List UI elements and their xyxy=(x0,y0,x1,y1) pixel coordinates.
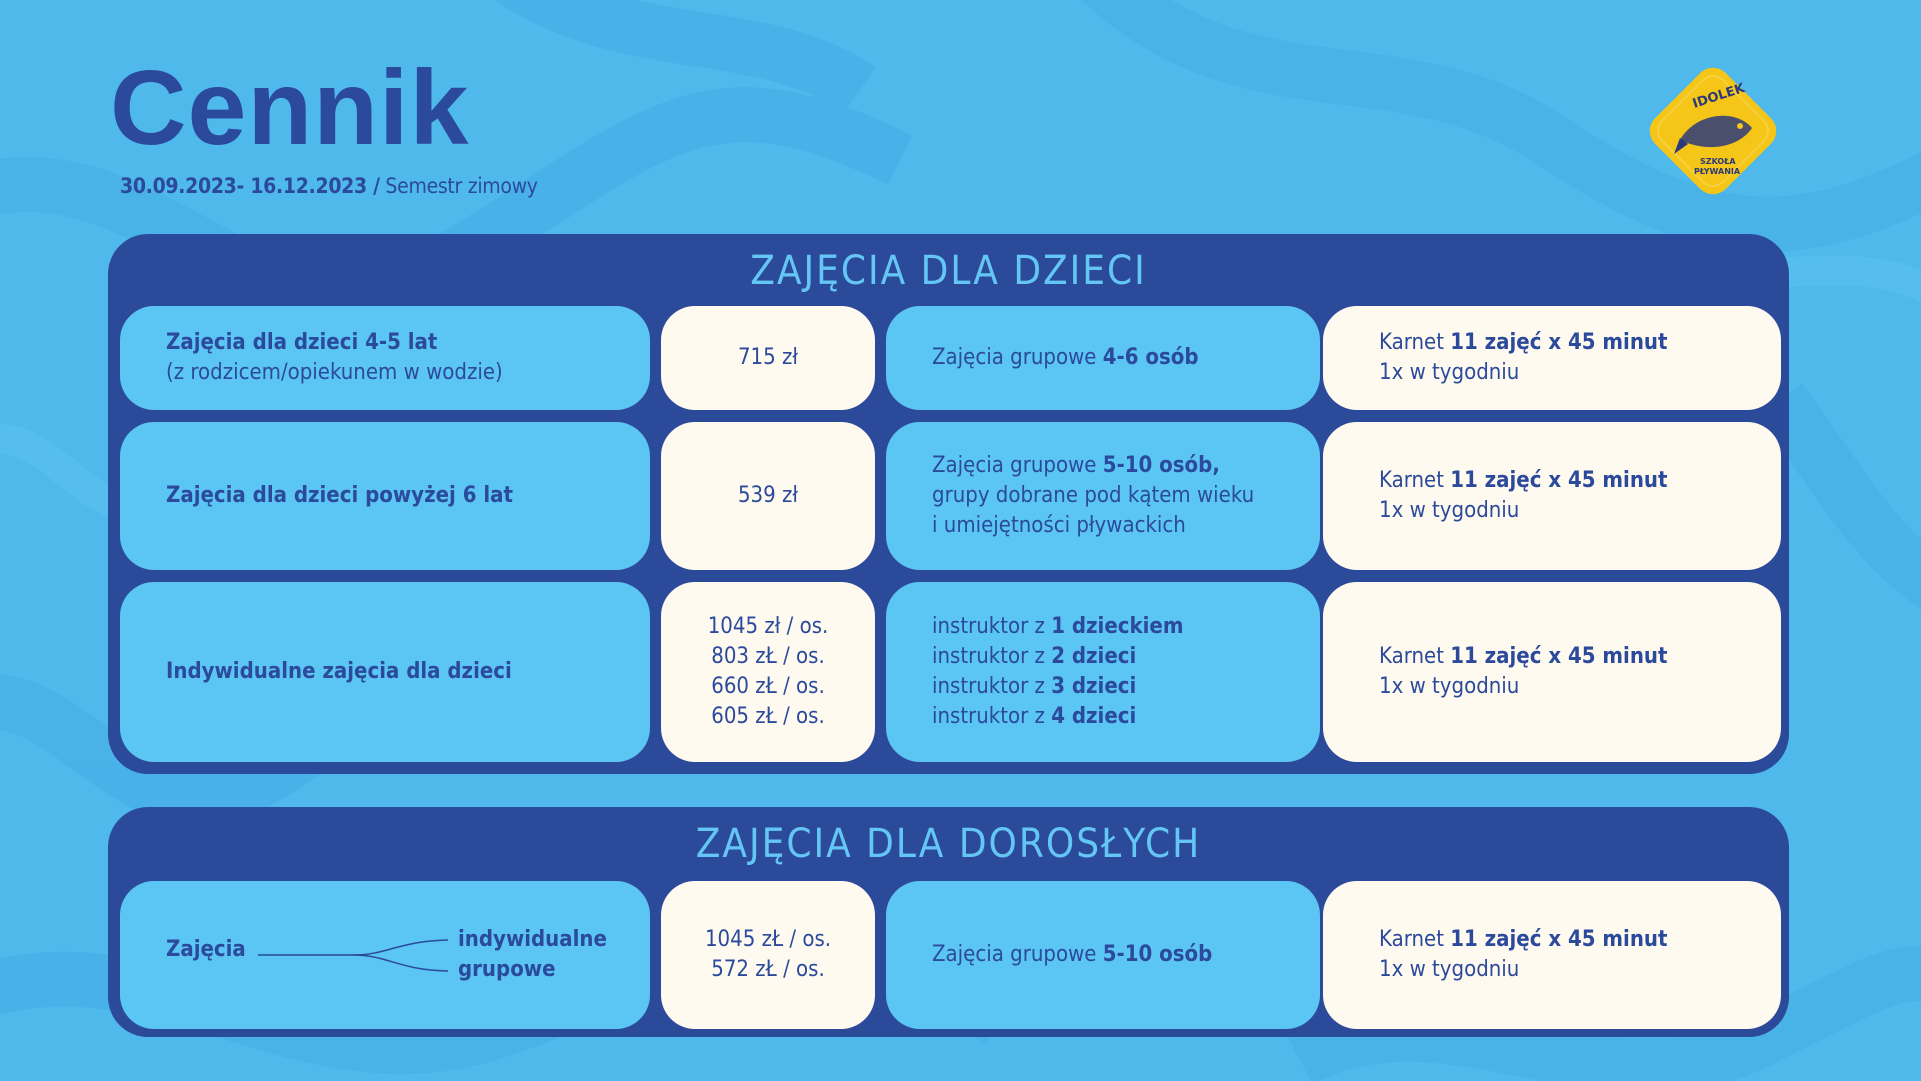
adults-karnet xyxy=(1323,881,1781,1029)
branch-lines xyxy=(258,933,458,977)
karnet-details: 11 zajęć x 45 minut xyxy=(1450,468,1668,493)
kids-row1-karnet xyxy=(1323,306,1781,410)
instructor-prefix: instruktor z xyxy=(932,674,1052,699)
price-value: 605 zŁ / os. xyxy=(711,704,825,729)
karnet-prefix: Karnet xyxy=(1379,927,1451,952)
group-prefix: Zajęcia grupowe xyxy=(932,453,1103,478)
price-value: 715 zł xyxy=(737,345,799,370)
group-prefix: Zajęcia grupowe xyxy=(932,345,1103,370)
karnet-details: 11 zajęć x 45 minut xyxy=(1450,644,1668,669)
karnet-prefix: Karnet xyxy=(1379,468,1451,493)
price-value: 660 zŁ / os. xyxy=(711,674,825,699)
group-note: grupy dobrane pod kątem wieku xyxy=(932,483,1255,508)
kids-row2-price xyxy=(661,422,875,570)
adults-group xyxy=(886,881,1320,1029)
class-name: Indywidualne zajęcia dla dzieci xyxy=(166,659,512,684)
date-range: 30.09.2023- 16.12.2023 / xyxy=(120,174,380,198)
instructor-prefix: instruktor z xyxy=(932,704,1052,729)
group-size: 4-6 osób xyxy=(1102,345,1199,370)
karnet-prefix: Karnet xyxy=(1379,644,1451,669)
price-value: 1045 zŁ / os. xyxy=(704,927,832,952)
kids-row1-group xyxy=(886,306,1320,410)
kids-section-title: ZAJĘCIA DLA DZIECI xyxy=(750,248,1147,294)
price-value: 803 zŁ / os. xyxy=(711,644,825,669)
class-name: Zajęcia xyxy=(166,937,246,962)
karnet-frequency: 1x w tygodniu xyxy=(1379,957,1520,982)
instructor-prefix: instruktor z xyxy=(932,614,1052,639)
karnet-frequency: 1x w tygodniu xyxy=(1379,498,1520,523)
kids-row2-group xyxy=(886,422,1320,570)
kids-row1-name xyxy=(120,306,650,410)
adults-section-title: ZAJĘCIA DLA DOROSŁYCH xyxy=(695,821,1202,867)
class-note: (z rodzicem/opiekunem w wodzie) xyxy=(166,360,503,385)
page-title: Cennik xyxy=(110,49,470,167)
instructor-prefix: instruktor z xyxy=(932,644,1052,669)
kids-row3-karnet xyxy=(1323,582,1781,762)
kids-row3-instructors xyxy=(886,582,1320,762)
idolek-logo xyxy=(1640,58,1786,204)
instructor-ratio: 2 dzieci xyxy=(1051,644,1137,669)
svg-text:PŁYWANIA: PŁYWANIA xyxy=(1694,167,1741,176)
instructor-ratio: 1 dzieckiem xyxy=(1051,614,1184,639)
kids-row2-name xyxy=(120,422,650,570)
kids-row1-price xyxy=(661,306,875,410)
kids-row3-prices xyxy=(661,582,875,762)
option-group: grupowe xyxy=(458,957,556,982)
group-size: 5-10 osób xyxy=(1102,942,1213,967)
adults-pricing-panel xyxy=(108,807,1789,1037)
kids-pricing-panel xyxy=(108,234,1789,774)
karnet-frequency: 1x w tygodniu xyxy=(1379,674,1520,699)
price-value: 572 zŁ / os. xyxy=(711,957,825,982)
group-note: i umiejętności pływackich xyxy=(932,513,1186,538)
class-name: Zajęcia dla dzieci powyżej 6 lat xyxy=(166,483,513,508)
option-individual: indywidualne xyxy=(458,927,607,952)
karnet-details: 11 zajęć x 45 minut xyxy=(1450,330,1668,355)
price-value: 539 zł xyxy=(737,483,799,508)
price-value: 1045 zł / os. xyxy=(707,614,829,639)
karnet-frequency: 1x w tygodniu xyxy=(1379,360,1520,385)
kids-row2-karnet xyxy=(1323,422,1781,570)
instructor-ratio: 3 dzieci xyxy=(1051,674,1137,699)
karnet-prefix: Karnet xyxy=(1379,330,1451,355)
group-size: 5-10 osób, xyxy=(1102,453,1220,478)
svg-text:IDOLEK: IDOLEK xyxy=(1690,80,1747,112)
kids-row3-name xyxy=(120,582,650,762)
class-name: Zajęcia dla dzieci 4-5 lat xyxy=(166,330,438,355)
adults-name xyxy=(120,881,650,1029)
class-options xyxy=(458,925,607,985)
group-prefix: Zajęcia grupowe xyxy=(932,942,1103,967)
semester-label: Semestr zimowy xyxy=(379,174,538,198)
karnet-details: 11 zajęć x 45 minut xyxy=(1450,927,1668,952)
svg-text:SZKOŁA: SZKOŁA xyxy=(1700,157,1736,166)
instructor-ratio: 4 dzieci xyxy=(1051,704,1137,729)
adults-prices xyxy=(661,881,875,1029)
semester-dates xyxy=(120,174,538,198)
